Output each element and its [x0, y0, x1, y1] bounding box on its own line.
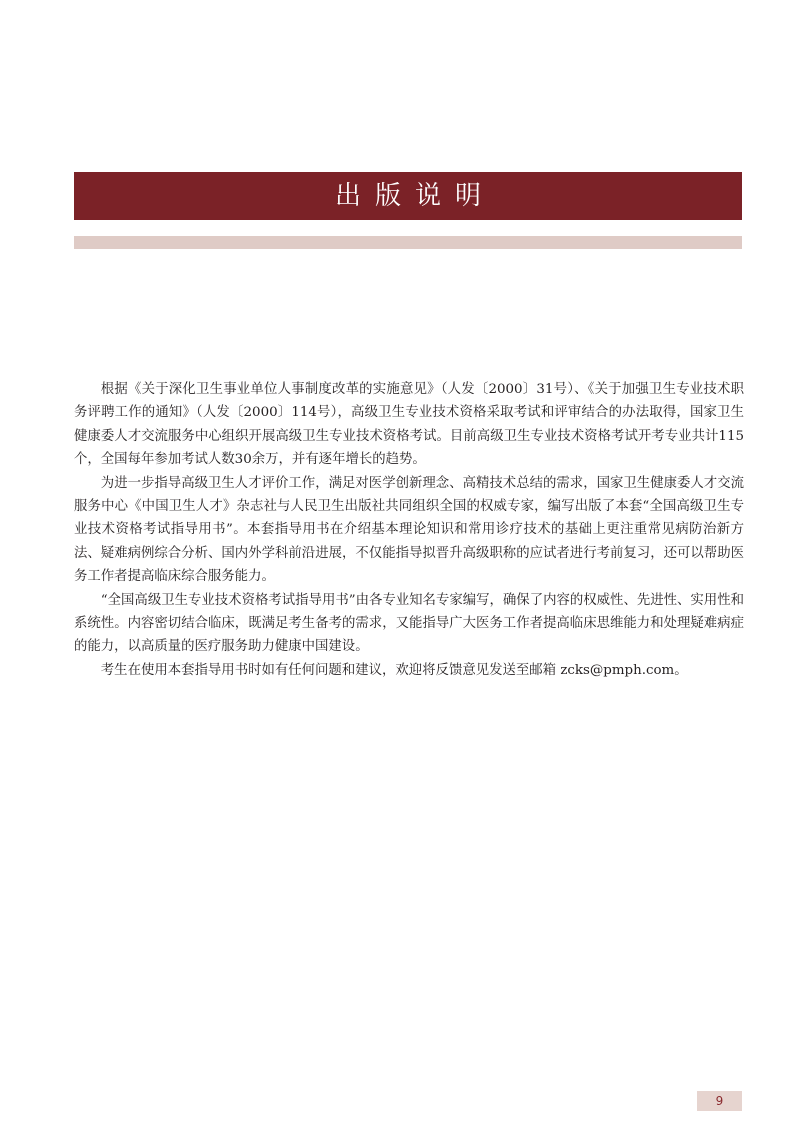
title-banner — [74, 172, 742, 220]
page-number: 9 — [715, 1094, 724, 1108]
body-text — [74, 378, 744, 682]
page-title: 出版说明 — [334, 181, 495, 211]
paragraph: 考生在使用本套指导用书时如有任何问题和建议，欢迎将反馈意见发送至邮箱 zcks@pmph.com。 — [100, 662, 688, 678]
title-underline-stripe — [74, 236, 742, 249]
paragraph: 为进一步指导高级卫生人才评价工作，满足对医学创新理念、高精技术总结的需求，国家卫生健康委人才交流服务中心《中国卫生人才》杂志社与人民卫生出版社共同组织全国的权威专家，编写出版了本套“全国高级卫生专业技术资格考试指导用书”。本套指导用书在介绍基本理论知识和常用诊疗技术的基础上更注重常见病防治新方法、疑难病例综合分析、国内外学科前沿进展，不仅能指导拟晋升高级职称的应试者进行考前复习，还可以帮助医务工作者提高临床综合服务能力。 — [74, 475, 744, 585]
page-number-badge — [697, 1091, 742, 1111]
paragraph: “全国高级卫生专业技术资格考试指导用书”由各专业知名专家编写，确保了内容的权威性、先进性、实用性和系统性。内容密切结合临床，既满足考生备考的需求，又能指导广大医务工作者提高临床思维能力和处理疑难病症的能力，以高质量的医疗服务助力健康中国建设。 — [74, 592, 744, 655]
paragraph: 根据《关于深化卫生事业单位人事制度改革的实施意见》（人发〔2000〕31号）、《关于加强卫生专业技术职务评聘工作的通知》（人发〔2000〕114号），高级卫生专业技术资格采取考试和评审结合的办法取得，国家卫生健康委人才交流服务中心组织开展高级卫生专业技术资格考试。目前高级卫生专业技术资格考试开考专业共计115个，全国每年参加考试人数30余万，并有逐年增长的趋势。 — [74, 382, 744, 468]
